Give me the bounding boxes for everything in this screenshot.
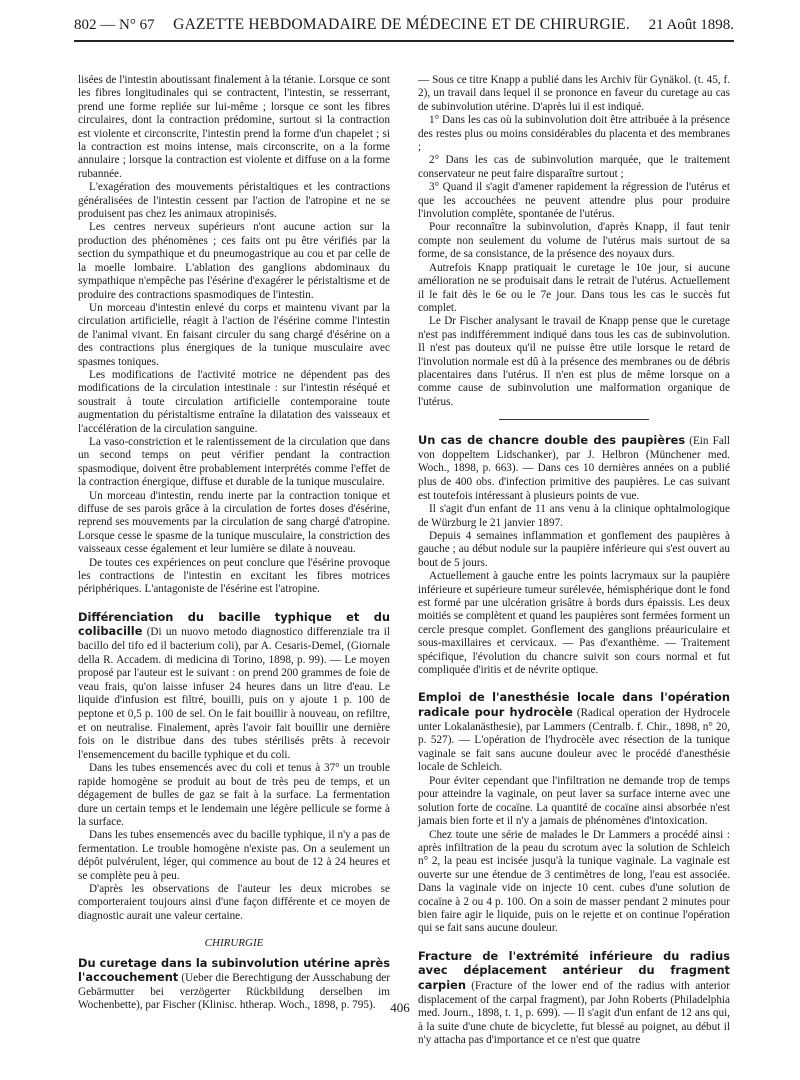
running-header: [74, 10, 734, 42]
paragraph: 1° Dans les cas où la subinvolution doit être attribuée à la présence des restes plus ou moins considérables du placenta et des membranes ;: [418, 114, 730, 154]
paragraph: 2° Dans les cas de subinvolution marquée, que le traitement conservateur ne peut faire disparaître surtout ;: [418, 154, 730, 180]
paragraph: Depuis 4 semaines inflammation et gonflement des paupières à gauche ; au début nodule sur la paupière inférieure qui s'est ouvert au bout de 5 jours.: [418, 529, 730, 569]
section-heading: CHIRURGIE: [204, 937, 264, 950]
article-fracture: [418, 950, 730, 1048]
paragraph: Il s'agit d'un enfant de 11 ans venu à la clinique ophtalmologique de Würzburg le 21 janvier 1897.: [418, 503, 730, 529]
article-reference: (Di un nuovo metodo diagnostico differenziale tra il bacillo del tifo ed il bacterium coli), par A. Cesaris-Demel, (Giornale della R. Accadem. di medicina di Torino, 1898, p. 99). — Le moyen proposé par l'auteur est le suivant : on prend 200 grammes de foie de veau frais, qu'on laisse infuser 24 heures dans un litre d'eau. Le liquide d'infusion est filtré, bouilli, puis on y ajoute 1 p. 100 de peptone et 0,5 p. 100 de sel. On le fait bouillir à nouveau, on refiltre, et on neutralise. Finalement, après l'avoir fait bouillir une dernière fois on le distribue dans des tubes stérilisés prêts à recevoir l'ensemencement du bacille typhique et du coli.: [78, 626, 390, 761]
paragraph: Un morceau d'intestin enlevé du corps et maintenu vivant par la circulation artificielle, réagit à l'action de l'ésérine comme l'intestin de l'animal vivant. En faisant circuler du sang chargé d'ésérine on a des contractions plus énergiques de la tunique musculaire avec spasmes toniques.: [78, 301, 390, 368]
paragraph: Actuellement à gauche entre les points lacrymaux sur la paupière inférieure et supérieure tumeur surélevée, hémisphérique dont le fond est formé par une ulcération grisâtre à bords durs épaissis. Les deux moitiés se complètent et quand les paupières sont fermées forment un cercle presque complet. Gonflement des ganglions préauriculaire et sous-maxillaires et cervicaux. — Pas d'exanthème. — Traitement spécifique, l'évolution du chancre suivit son cours normal et fut compliquée d'iritis et de névrite optique.: [418, 570, 730, 676]
journal-title: GAZETTE HEBDOMADAIRE DE MÉDECINE ET DE CHIRURGIE.: [173, 16, 630, 33]
paragraph: lisées de l'intestin aboutissant finalement à la tétanie. Lorsque ce sont les fibres longitudinales qui se contractent, l'intestin, se resserrant, prend une forme repliée sur lui-même ; lorsque ce sont les fibres circulaires, dont la contraction prédomine, surtout si la contraction est violente et circonscrite, l'intestin prend la forme d'un chapelet ; si la contraction est moins intense, mais circonscrite, on a la forme annulaire ; lorsque la contraction est violente et diffuse on a la forme rubannée.: [78, 74, 390, 180]
article-reference: (Ein Fall von doppeltem Lidschanker), par J. Helbron (Münchener med. Woch., 1898, p. 663). — Dans ces 10 dernières années on a publié plus de 400 obs. d'infection primitive des paupières. Le cas suivant est toutefois intéressant à plusieurs points de vue.: [418, 435, 731, 502]
paragraph: D'après les observations de l'auteur les deux microbes se comporteraient toujours ainsi d'une façon différente et ce moyen de diagnostic aurait une valeur certaine.: [78, 883, 390, 922]
paragraph: Un morceau d'intestin, rendu inerte par la contraction tonique et diffuse de ses parois grâce à la circulation de fortes doses d'ésérine, reprend ses mouvements par la circulation de sang chargé d'atropine. Lorsque cesse le spasme de la tunique musculaire, la constriction des vaisseaux cesse également et leur lumière se dilate à nouveau.: [78, 489, 390, 556]
paragraph: Dans les tubes ensemencés avec du bacille typhique, il n'y a pas de fermentation. Le trouble homogène n'existe pas. On a seulement un dépôt pulvérulent, léger, qui commence au bout de 12 à 24 heures et se complète peu à peu.: [78, 829, 390, 882]
page-number: 406: [390, 1000, 410, 1015]
paragraph: Dans les tubes ensemencés avec du coli et tenus à 37° un trouble rapide homogène se produit au bout de très peu de temps, et un dégagement de bulles de gaz se fait à la surface. La fermentation dure un certain temps et le lendemain une légère pellicule se forme à la surface.: [78, 762, 390, 828]
paragraph: 3° Quand il s'agit d'amener rapidement la régression de l'utérus et que les accouchées ne peuvent attendre plus pour produire l'involution complète, spontanée de l'utérus.: [418, 181, 730, 221]
paragraph: L'exagération des mouvements péristaltiques et les contractions généralisées de l'intestin cessent par l'action de l'atropine et ne se produisent pas chez les animaux atropinisés.: [78, 181, 390, 221]
paragraph: La vaso-constriction et le ralentissement de la circulation que dans un second temps on peut vérifier pendant la contraction spasmodique, doivent être probablement interprétés comme l'effet de la contraction énergique, diffuse et durable de la tunique musculaire.: [78, 435, 390, 489]
article-reference: (Fracture of the lower end of the radius with anterior displacement of the carpal fragment), par John Roberts (Philadelphia med. Journ., 1898, t. 1, p. 699). — Il s'agit d'un enfant de 12 ans qui, à la suite d'une chute de bicyclette, fut blessé au poignet, au début il n'y attacha pas d'importance et ce n'est que quatre: [418, 980, 730, 1047]
paragraph: De toutes ces expériences on peut conclure que l'ésérine provoque les contractions de l'intestin en excitant les fibres motrices périphériques. L'antagoniste de l'ésérine est l'atropine.: [78, 556, 390, 596]
right-column: [418, 74, 730, 1048]
article-title: Différenciation du bacille typhique et du colibacille: [78, 609, 390, 639]
divider: [499, 419, 649, 420]
article-title: Emploi de l'anesthésie locale dans l'opération radicale pour hydrocèle: [418, 690, 730, 719]
article-title: Du curetage dans la subinvolution utérine après l'accouchement: [78, 955, 390, 985]
article-hydrocele: [418, 691, 730, 775]
paragraph: Les centres nerveux supérieurs n'ont aucune action sur la production des phénomènes ; ces faits ont pu être vérifiés par la section du sympathique et du pneumogastrique au cou et par celle de la moelle lombaire. L'ablation des ganglions abdominaux du sympathique n'empêche pas l'ésérine d'exagérer le péristaltisme et de produire des contractions spasmodiques de l'intestin.: [78, 221, 390, 301]
article-title: Un cas de chancre double des paupières: [418, 433, 686, 448]
header-page-issue: 802 — N° 67: [74, 16, 155, 33]
paragraph: Chez toute une série de malades le Dr Lammers a procédé ainsi : après infiltration de la peau du scrotum avec la solution de Schleich n° 2, la peau est incisée jusqu'à la tunique vaginale. La vaginale est ouverte sur une étendue de 3 centimètres de long, l'eau est associée. Dans la vaginale vide on injecte 10 cent. cubes d'une solution de cocaïne à 2 ou 4 p. 100. On a soin de masser pendant 2 minutes pour bien faire agir le liquide, puis on le rejette et on continue l'opération qui se fait sans aucune douleur.: [418, 828, 730, 935]
article-reference: (Ueber die Berechtigung der Ausschabung der Gebärmutter bei verzögerter Rückbildung derselben im Wochenbette), par Fischer (Klinisc. htherap. Woch., 1898, p. 795).: [78, 972, 391, 1012]
header-date: 21 Août 1898.: [648, 16, 734, 33]
article-title: Fracture de l'extrémité inférieure du radius avec déplacement antérieur du fragment carpien: [418, 948, 730, 993]
paragraph: — Sous ce titre Knapp a publié dans les Archiv für Gynäkol. (t. 45, f. 2), un travail dans lequel il se prononce en faveur du curetage au cas de subinvolution utérine. D'après lui il est indiqué.: [418, 74, 730, 113]
article-bacille: [78, 611, 390, 763]
paragraph: Les modifications de l'activité motrice ne dépendent pas des modifications de la circulation intestinale : sur l'intestin réséqué et soustrait à toute circulation artificielle contemporaine toute augmentation du péristaltisme entraîne la dilatation des vaisseaux et l'accélération de la circulation sanguine.: [78, 368, 390, 435]
paragraph: Pour éviter cependant que l'infiltration ne demande trop de temps pour atteindre la vaginale, on peut laver sa surface interne avec une solution forte de cocaïne. La quantité de cocaïne ainsi absorbée n'est jamais bien forte et il n'y a jamais de phénomènes d'intoxication.: [418, 774, 730, 828]
paragraph: Pour reconnaître la subinvolution, d'après Knapp, il faut tenir compte non seulement du volume de l'utérus mais surtout de sa forme, de sa consistance, de la présence des noyaux durs.: [418, 221, 730, 261]
article-reference: (Radical operation der Hydrocele unter Lokalanästhesie), par Lammers (Centralb. f. Chir., 1898, n° 20, p. 527). — L'opération de l'hydrocèle avec résection de la tunique vaginale se fait sans aucune douleur avec le procédé d'anesthésie locale de Schleich.: [418, 707, 730, 774]
paragraph: Autrefois Knapp pratiquait le curetage le 10e jour, si aucune amélioration ne se produisait dans le retrait de l'utérus. Actuellement il le fait dès le 6e ou le 7e jour. Dans tous les cas le succès fut complet.: [418, 261, 730, 314]
article-chancre: [418, 434, 730, 503]
paragraph: Le Dr Fischer analysant le travail de Knapp pense que le curetage n'est pas indifféremment indiqué dans tous les cas de subinvolution. Il n'est pas douteux qu'il ne puisse être utile lorsque le retard de l'involution normale est dû à la présence des membranes ou de débris placentaires dans l'utérus. Il n'en est plus de même lorsque on a comme cause de subinvolution une malformation organique de l'utérus.: [418, 315, 730, 408]
left-column: [78, 74, 390, 1013]
